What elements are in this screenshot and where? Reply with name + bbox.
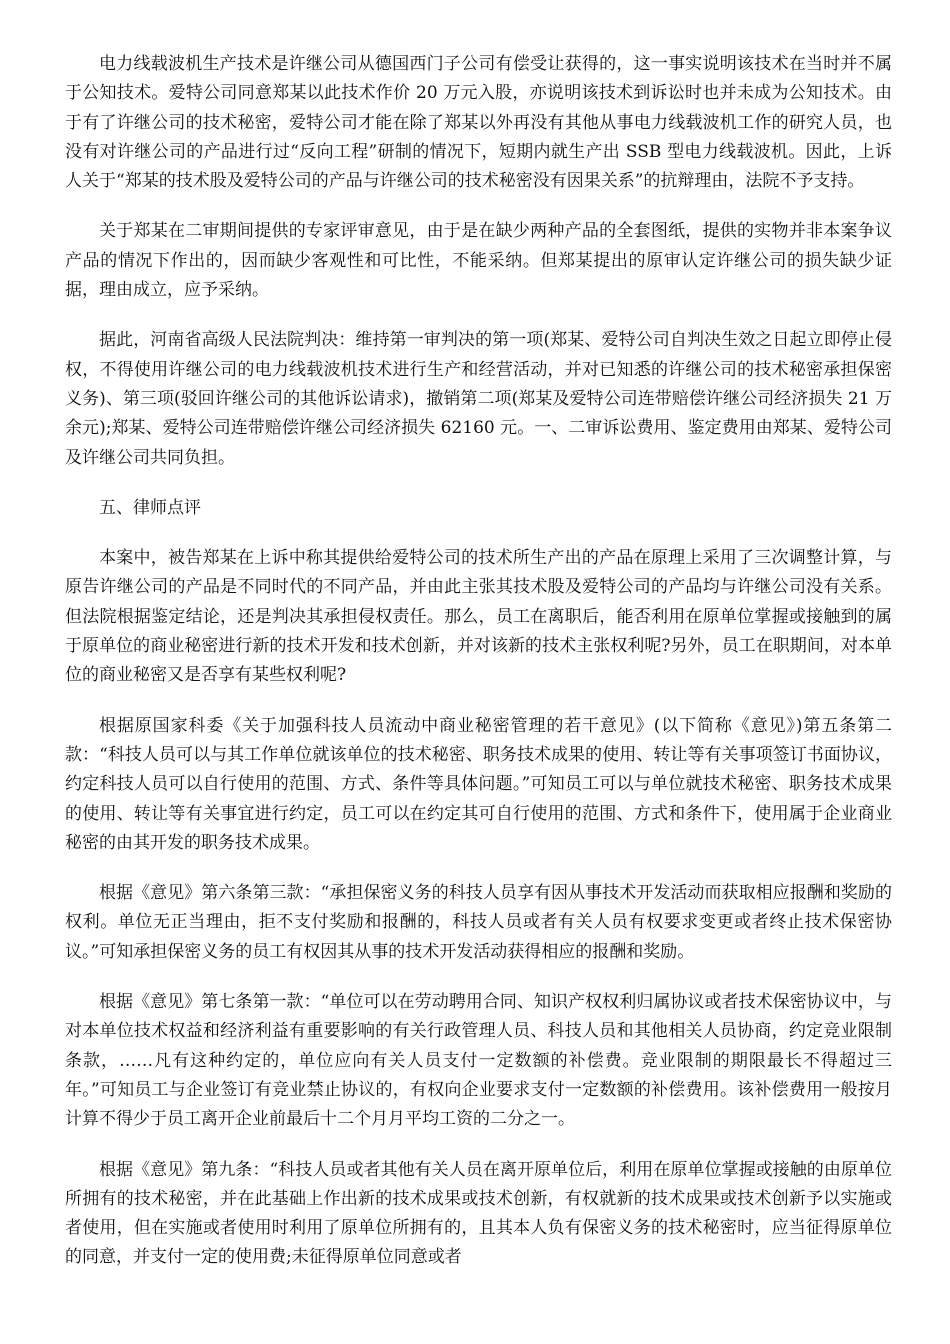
section-heading-lawyer-commentary: 五、律师点评: [99, 497, 201, 518]
paragraph-judgment: 据此，河南省高级人民法院判决：维持第一审判决的第一项(郑某、爱特公司自判决生效之日起立即停止侵权，不得使用许继公司的电力线载波机技术进行生产和经营活动，并对已知悉的许继公司的技术秘密承担保密义务)、第三项(驳回许继公司的其他诉讼请求)，撤销第二项(郑某及爱特公司连带赔偿许继公司经济损失 21 万余元);郑某、爱特公司连带赔偿许继公司经济损失 62160 元。一、二审诉讼费用、鉴定费用由郑某、爱特公司及许继公司共同负担。: [65, 330, 892, 468]
paragraph-article-5: 根据原国家科委《关于加强科技人员流动中商业秘密管理的若干意见》(以下简称《意见》)第五条第二款：“科技人员可以与其工作单位就该单位的技术秘密、职务技术成果的使用、转让等有关事项签订书面协议，约定科技人员可以自行使用的范围、方式、条件等具体问题。”可知员工可以与单位就技术秘密、职务技术成果的使用、转让等有关事宜进行约定，员工可以在约定其可自行使用的范围、方式和条件下，使用属于企业商业秘密的由其开发的职务技术成果。: [65, 715, 892, 853]
paragraph-article-9: 根据《意见》第九条：“科技人员或者其他有关人员在离开原单位后，利用在原单位掌握或接触的由原单位所拥有的技术秘密，并在此基础上作出新的技术成果或技术创新，有权就新的技术成果或技术创新予以实施或者使用，但在实施或者使用时利用了原单位所拥有的，且其本人负有保密义务的技术秘密时，应当征得原单位的同意，并支付一定的使用费;未征得原单位同意或者: [65, 1159, 892, 1268]
paragraph-expert-opinion: 关于郑某在二审期间提供的专家评审意见，由于是在缺少两种产品的全套图纸，提供的实物并非本案争议产品的情况下作出的，因而缺少客观性和可比性，不能采纳。但郑某提出的原审认定许继公司的损失缺少证据，理由成立，应予采纳。: [65, 221, 892, 301]
paragraph-article-6: 根据《意见》第六条第三款：“承担保密义务的科技人员享有因从事技术开发活动而获取相应报酬和奖励的权利。单位无正当理由，拒不支付奖励和报酬的，科技人员或者有关人员有权要求变更或者终止技术保密协议。”可知承担保密义务的员工有权因其从事的技术开发活动获得相应的报酬和奖励。: [65, 883, 892, 962]
paragraph-technology-acquisition: 电力线载波机生产技术是许继公司从德国西门子公司有偿受让获得的，这一事实说明该技术在当时并不属于公知技术。爱特公司同意郑某以此技术作价 20 万元入股，亦说明该技术到诉讼时也并未成为公知技术。由于有了许继公司的技术秘密，爱特公司才能在除了郑某以外再没有其他从事电力线载波机工作的研究人员，也没有对许继公司的产品进行过“反向工程”研制的情况下，短期内就生产出 SSB 型电力线载波机。因此，上诉人关于“郑某的技术股及爱特公司的产品与许继公司的技术秘密没有因果关系”的抗辩理由，法院不予支持。: [65, 54, 892, 192]
paragraph-case-commentary: 本案中，被告郑某在上诉中称其提供给爱特公司的技术所生产出的产品在原理上采用了三次调整计算，与原告许继公司的产品是不同时代的不同产品，并由此主张其技术股及爱特公司的产品均与许继公司没有关系。但法院根据鉴定结论，还是判决其承担侵权责任。那么，员工在离职后，能否利用在原单位掌握或接触到的属于原单位的商业秘密进行新的技术开发和技术创新，并对该新的技术主张权利呢?另外，员工在职期间，对本单位的商业秘密又是否享有某些权利呢?: [65, 548, 892, 686]
paragraph-article-7: 根据《意见》第七条第一款：“单位可以在劳动聘用合同、知识产权权利归属协议或者技术保密协议中，与对本单位技术权益和经济利益有重要影响的有关行政管理人员、科技人员和其他相关人员协商，约定竞业限制条款，……凡有这种约定的，单位应向有关人员支付一定数额的补偿费。竞业限制的期限最长不得超过三年。”可知员工与企业签订有竞业禁止协议的，有权向企业要求支付一定数额的补偿费用。该补偿费用一般按月计算不得少于员工离开企业前最后十二个月月平均工资的二分之一。: [65, 992, 892, 1130]
